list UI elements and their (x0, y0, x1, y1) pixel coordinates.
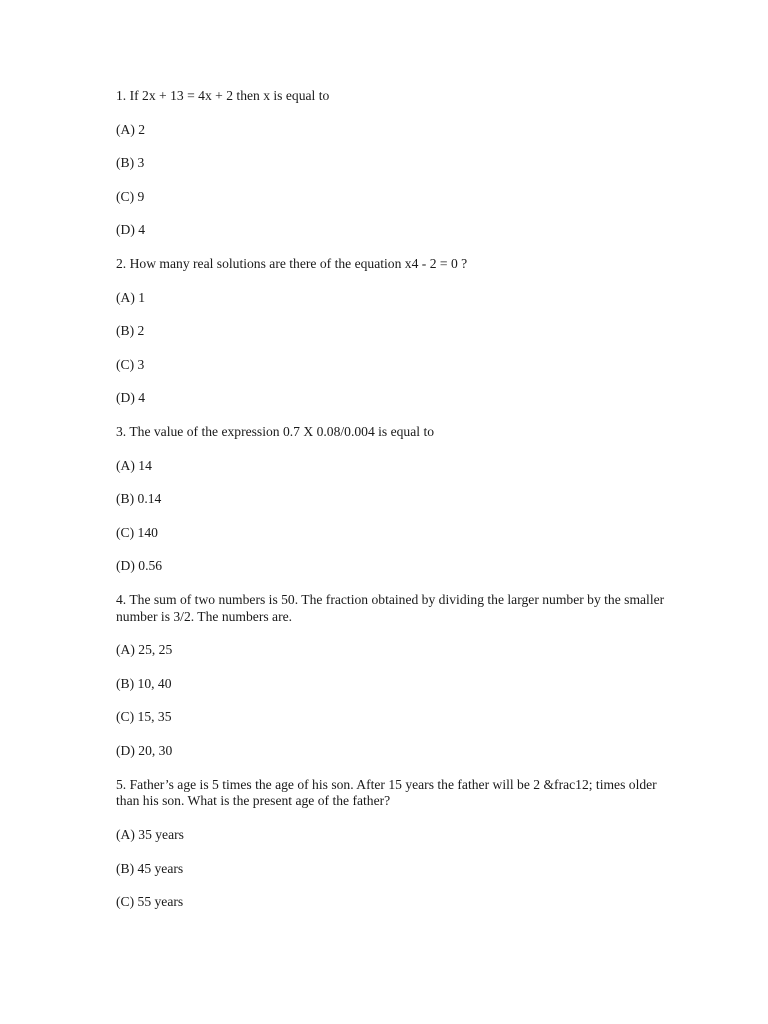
question-3 (116, 424, 676, 575)
question-1 (116, 88, 676, 239)
question-2-option-a: (A) 1 (116, 289, 146, 305)
question-3-option-b: (B) 0.14 (116, 491, 162, 507)
question-3-option-a: (A) 14 (116, 457, 152, 473)
question-2-option-b: (B) 2 (116, 323, 145, 339)
question-3-option-c: (C) 140 (116, 524, 158, 540)
question-list (116, 88, 676, 928)
question-4-option-c: (C) 15, 35 (116, 709, 172, 725)
question-5-option-c: (C) 55 years (116, 894, 184, 910)
question-2 (116, 256, 676, 407)
question-2-option-d: (D) 4 (116, 390, 146, 406)
question-2-text: 2. How many real solutions are there of the equation x4 - 2 = 0 ? (116, 255, 468, 271)
question-4-option-d: (D) 20, 30 (116, 743, 173, 759)
question-5-option-a: (A) 35 years (116, 827, 184, 843)
question-3-text: 3. The value of the expression 0.7 X 0.08/0.004 is equal to (116, 423, 435, 439)
question-4-text: 4. The sum of two numbers is 50. The fraction obtained by dividing the larger number by the smaller number is 3/2. The numbers are. (116, 591, 668, 624)
question-2-option-c: (C) 3 (116, 356, 145, 372)
question-1-option-b: (B) 3 (116, 155, 145, 171)
question-5-option-b: (B) 45 years (116, 860, 184, 876)
question-1-option-d: (D) 4 (116, 222, 146, 238)
question-4 (116, 592, 676, 760)
question-5-text: 5. Father’s age is 5 times the age of his son. After 15 years the father will be 2 &frac12; times older than his son. What is the present age of the father? (116, 776, 661, 809)
question-4-option-b: (B) 10, 40 (116, 675, 172, 691)
question-3-option-d: (D) 0.56 (116, 558, 163, 574)
question-4-option-a: (A) 25, 25 (116, 642, 173, 658)
question-1-option-c: (C) 9 (116, 188, 145, 204)
question-1-text: 1. If 2x + 13 = 4x + 2 then x is equal to (116, 88, 330, 103)
question-5 (116, 777, 676, 911)
question-1-option-a: (A) 2 (116, 121, 146, 137)
